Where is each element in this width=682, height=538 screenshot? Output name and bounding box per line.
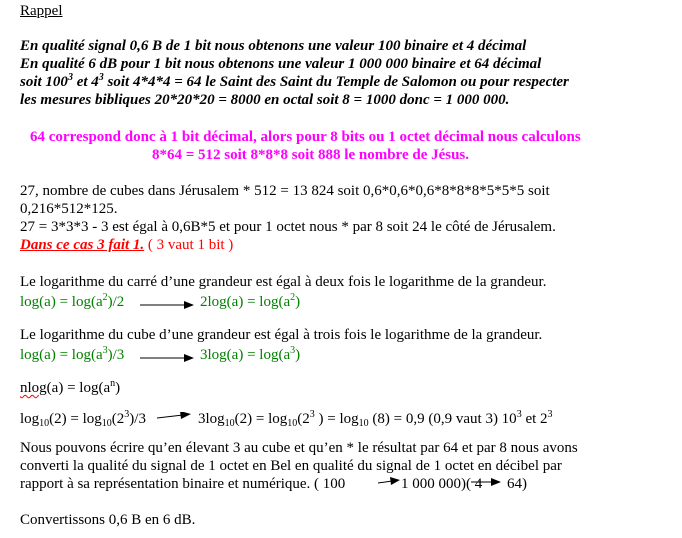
nlog-formula: $nlog(a) = \log(a^n)$ bbox=[20, 378, 121, 396]
para3-line3c: 64) bbox=[507, 476, 527, 492]
para3-line3b: 1 000 000)( 4 bbox=[401, 476, 483, 492]
closing-line: Convertissons 0,6 B en 6 dB. bbox=[20, 512, 196, 528]
arrow-right-icon bbox=[157, 412, 191, 422]
arrow-right-icon bbox=[140, 353, 194, 363]
log-square-text: Le logarithme du carré d’une grandeur est égal à deux fois le logarithme de la grandeur. bbox=[20, 274, 547, 290]
arrow-right-icon bbox=[140, 300, 194, 310]
log-cube-text: Le logarithme du cube d’une grandeur est égal à trois fois le logarithme de la grandeur. bbox=[20, 327, 543, 343]
para1-line4: les mesures bibliques 20*20*20 = 8000 en octal soit 8 = 1000 donc = 1 000 000. bbox=[20, 92, 510, 108]
para3-line1: Nous pouvons écrire qu’en élevant 3 au cube et qu’en * le résultat par 64 et par 8 nous avons bbox=[20, 440, 578, 456]
para2-line2: 0,216*512*125. bbox=[20, 201, 118, 217]
red-bold-statement: Dans ce cas 3 fait 1. bbox=[20, 237, 145, 253]
log-cube-formula-left: $\log(a) = \log(a^3)/3$ bbox=[20, 345, 125, 363]
log-square-formula-left: $\log(a) = \log(a^2)/2$ bbox=[20, 292, 125, 310]
para2-line3: 27 = 3*3*3 - 3 est égal à 0,6B*5 et pour 1 octet nous * par 8 soit 24 le côté de Jérusalem. bbox=[20, 219, 556, 235]
highlight-line1: 64 correspond donc à 1 bit décimal, alors pour 8 bits ou 1 octet décimal nous calculons bbox=[30, 129, 581, 145]
para2-line4 bbox=[20, 237, 233, 254]
para1-line3: soit $100^3$ et $4^3$ soit 4*4*4 = 64 le Saint des Saint du Temple de Salomon ou pour respecter bbox=[20, 72, 569, 90]
log10-formula-right: $3\log_{10}(2) = \log_{10}(2^3$ ) = $\log_{10} (8) = 0,9$ (0,9 vaut 3) $10^3$ et $2^3$ bbox=[198, 409, 553, 429]
heading-rappel: Rappel bbox=[20, 3, 63, 19]
para3-line3a: rapport à sa représentation binaire et numérique. ( 100 bbox=[20, 476, 346, 492]
para1-line1: En qualité signal 0,6 B de 1 bit nous obtenons une valeur 100 binaire et 4 décimal bbox=[20, 38, 527, 54]
red-note: ( 3 vaut 1 bit ) bbox=[144, 237, 234, 253]
log10-formula-left: $\log_{10}(2) = \log_{10}(2^3)/3$ bbox=[20, 409, 146, 429]
para1-line2: En qualité 6 dB pour 1 bit nous obtenons une valeur 1 000 000 binaire et 64 décimal bbox=[20, 56, 542, 72]
para3-line2: converti la qualité du signal de 1 octet en Bel en qualité du signal de 1 octet en décibel par bbox=[20, 458, 562, 474]
log-cube-formula-right: $3\log(a) = \log(a^3)$ bbox=[200, 345, 301, 363]
arrow-right-icon bbox=[471, 477, 501, 487]
log-square-formula-right: $2\log(a) = \log(a^2)$ bbox=[200, 292, 301, 310]
para2-line1: 27, nombre de cubes dans Jérusalem * 512 = 13 824 soit 0,6*0,6*0,6*8*8*8*5*5*5 soit bbox=[20, 183, 550, 199]
arrow-right-icon bbox=[378, 477, 400, 487]
highlight-line2: 8*64 = 512 soit 8*8*8 soit 888 le nombre de Jésus. bbox=[152, 147, 470, 163]
